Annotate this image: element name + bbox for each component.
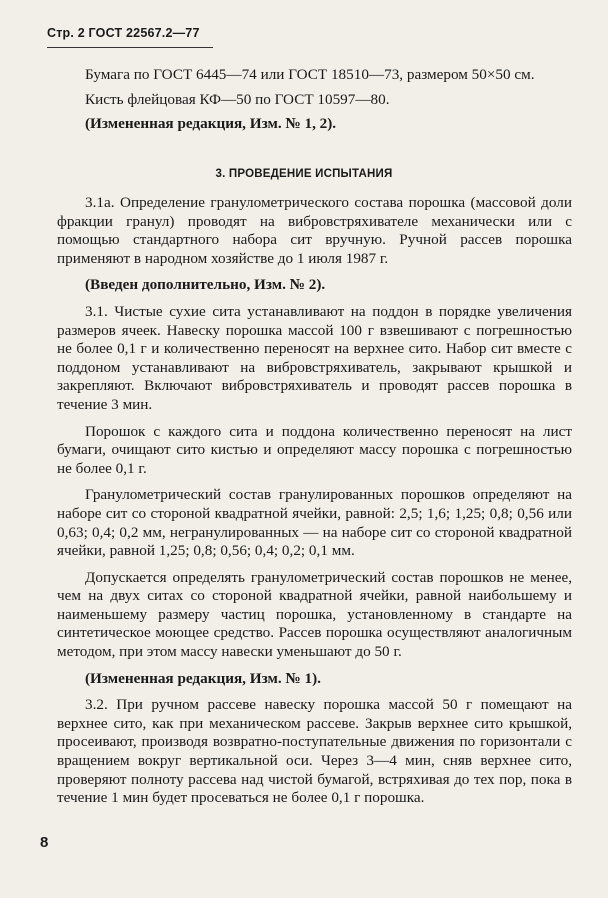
running-header: Стр. 2 ГОСТ 22567.2—77 (47, 26, 200, 40)
revision-note-1-2: (Измененная редакция, Изм. № 1, 2). (85, 115, 337, 133)
note-introduced: (Введен дополнительно, Изм. № 2). (85, 276, 326, 294)
section-body (57, 194, 572, 808)
page-number: 8 (40, 834, 49, 851)
paragraph-3-1: 3.1. Чистые сухие сита устанавливают на поддон в порядке увеличения размеров ячеек. Навеску порошка массой 100 г взвешивают с погрешностью не более 0,1 г и количественно переносят на верхнее сито. Набор сит вместе с поддоном устанавливают на вибровстряхиватель, закрывают крышкой и закрепляют. Включают вибровстряхиватель и проводят рассев порошка в течение 3 мин. (57, 302, 572, 413)
brush-spec: Кисть флейцовая КФ—50 по ГОСТ 10597—80. (85, 90, 390, 108)
paragraph-powder-transfer: Порошок с каждого сита и поддона количественно переносят на лист бумаги, очищают сито кистью и определяют массу порошка с погрешностью не более 0,1 г. (57, 422, 572, 477)
note-revised: (Измененная редакция, Изм. № 1). (85, 669, 321, 687)
paragraph-3-2: 3.2. При ручном рассеве навеску порошка массой 50 г помещают на верхнее сито, как при механическом рассеве. Закрыв верхнее сито крышкой, просеивают, производя возвратно-поступательные движения по горизонтали с вращением вокруг вертикальной оси. Через 3—4 мин, сняв верхнее сито, проверяют полноту рассева над чистой бумагой, встряхивая до тех пор, пока в течение 1 мин будет просеваться не более 0,1 г порошка. (57, 696, 572, 807)
paragraph-granulometric: Гранулометрический состав гранулированных порошков определяют на наборе сит со стороной квадратной ячейки, равной: 2,5; 1,6; 1,25; 0,8; 0,56 или 0,63; 0,4; 0,2 мм, негранулированных — на наборе сит со стороной квадратной ячейки, равной 1,25; 0,8; 0,56; 0,4; 0,2; 0,1 мм. (57, 486, 572, 560)
paragraph-3-1a: 3.1а. Определение гранулометрического состава порошка (массовой доли фракции гранул) проводят на вибровстряхивателе механически или с помощью стандартного набора сит вручную. Ручной рассев порошка применяют в народном хозяйстве до 1 июля 1987 г. (57, 194, 572, 267)
intro-materials (57, 66, 572, 134)
section-title: 3. ПРОВЕДЕНИЕ ИСПЫТАНИЯ (215, 168, 393, 180)
paper-spec: Бумага по ГОСТ 6445—74 или ГОСТ 18510—73, размером 50×50 см. (85, 66, 535, 83)
header-underline (47, 47, 213, 48)
paragraph-allowed: Допускается определять гранулометрический состав порошков не менее, чем на двух ситах со стороной квадратной ячейки, равной наибольшему и наименьшему размеру частиц порошка, установленному в стандарте на синтетическое моющее средство. Рассев порошка осуществляют аналогичным методом, при этом массу навески уменьшают до 50 г. (57, 568, 572, 661)
